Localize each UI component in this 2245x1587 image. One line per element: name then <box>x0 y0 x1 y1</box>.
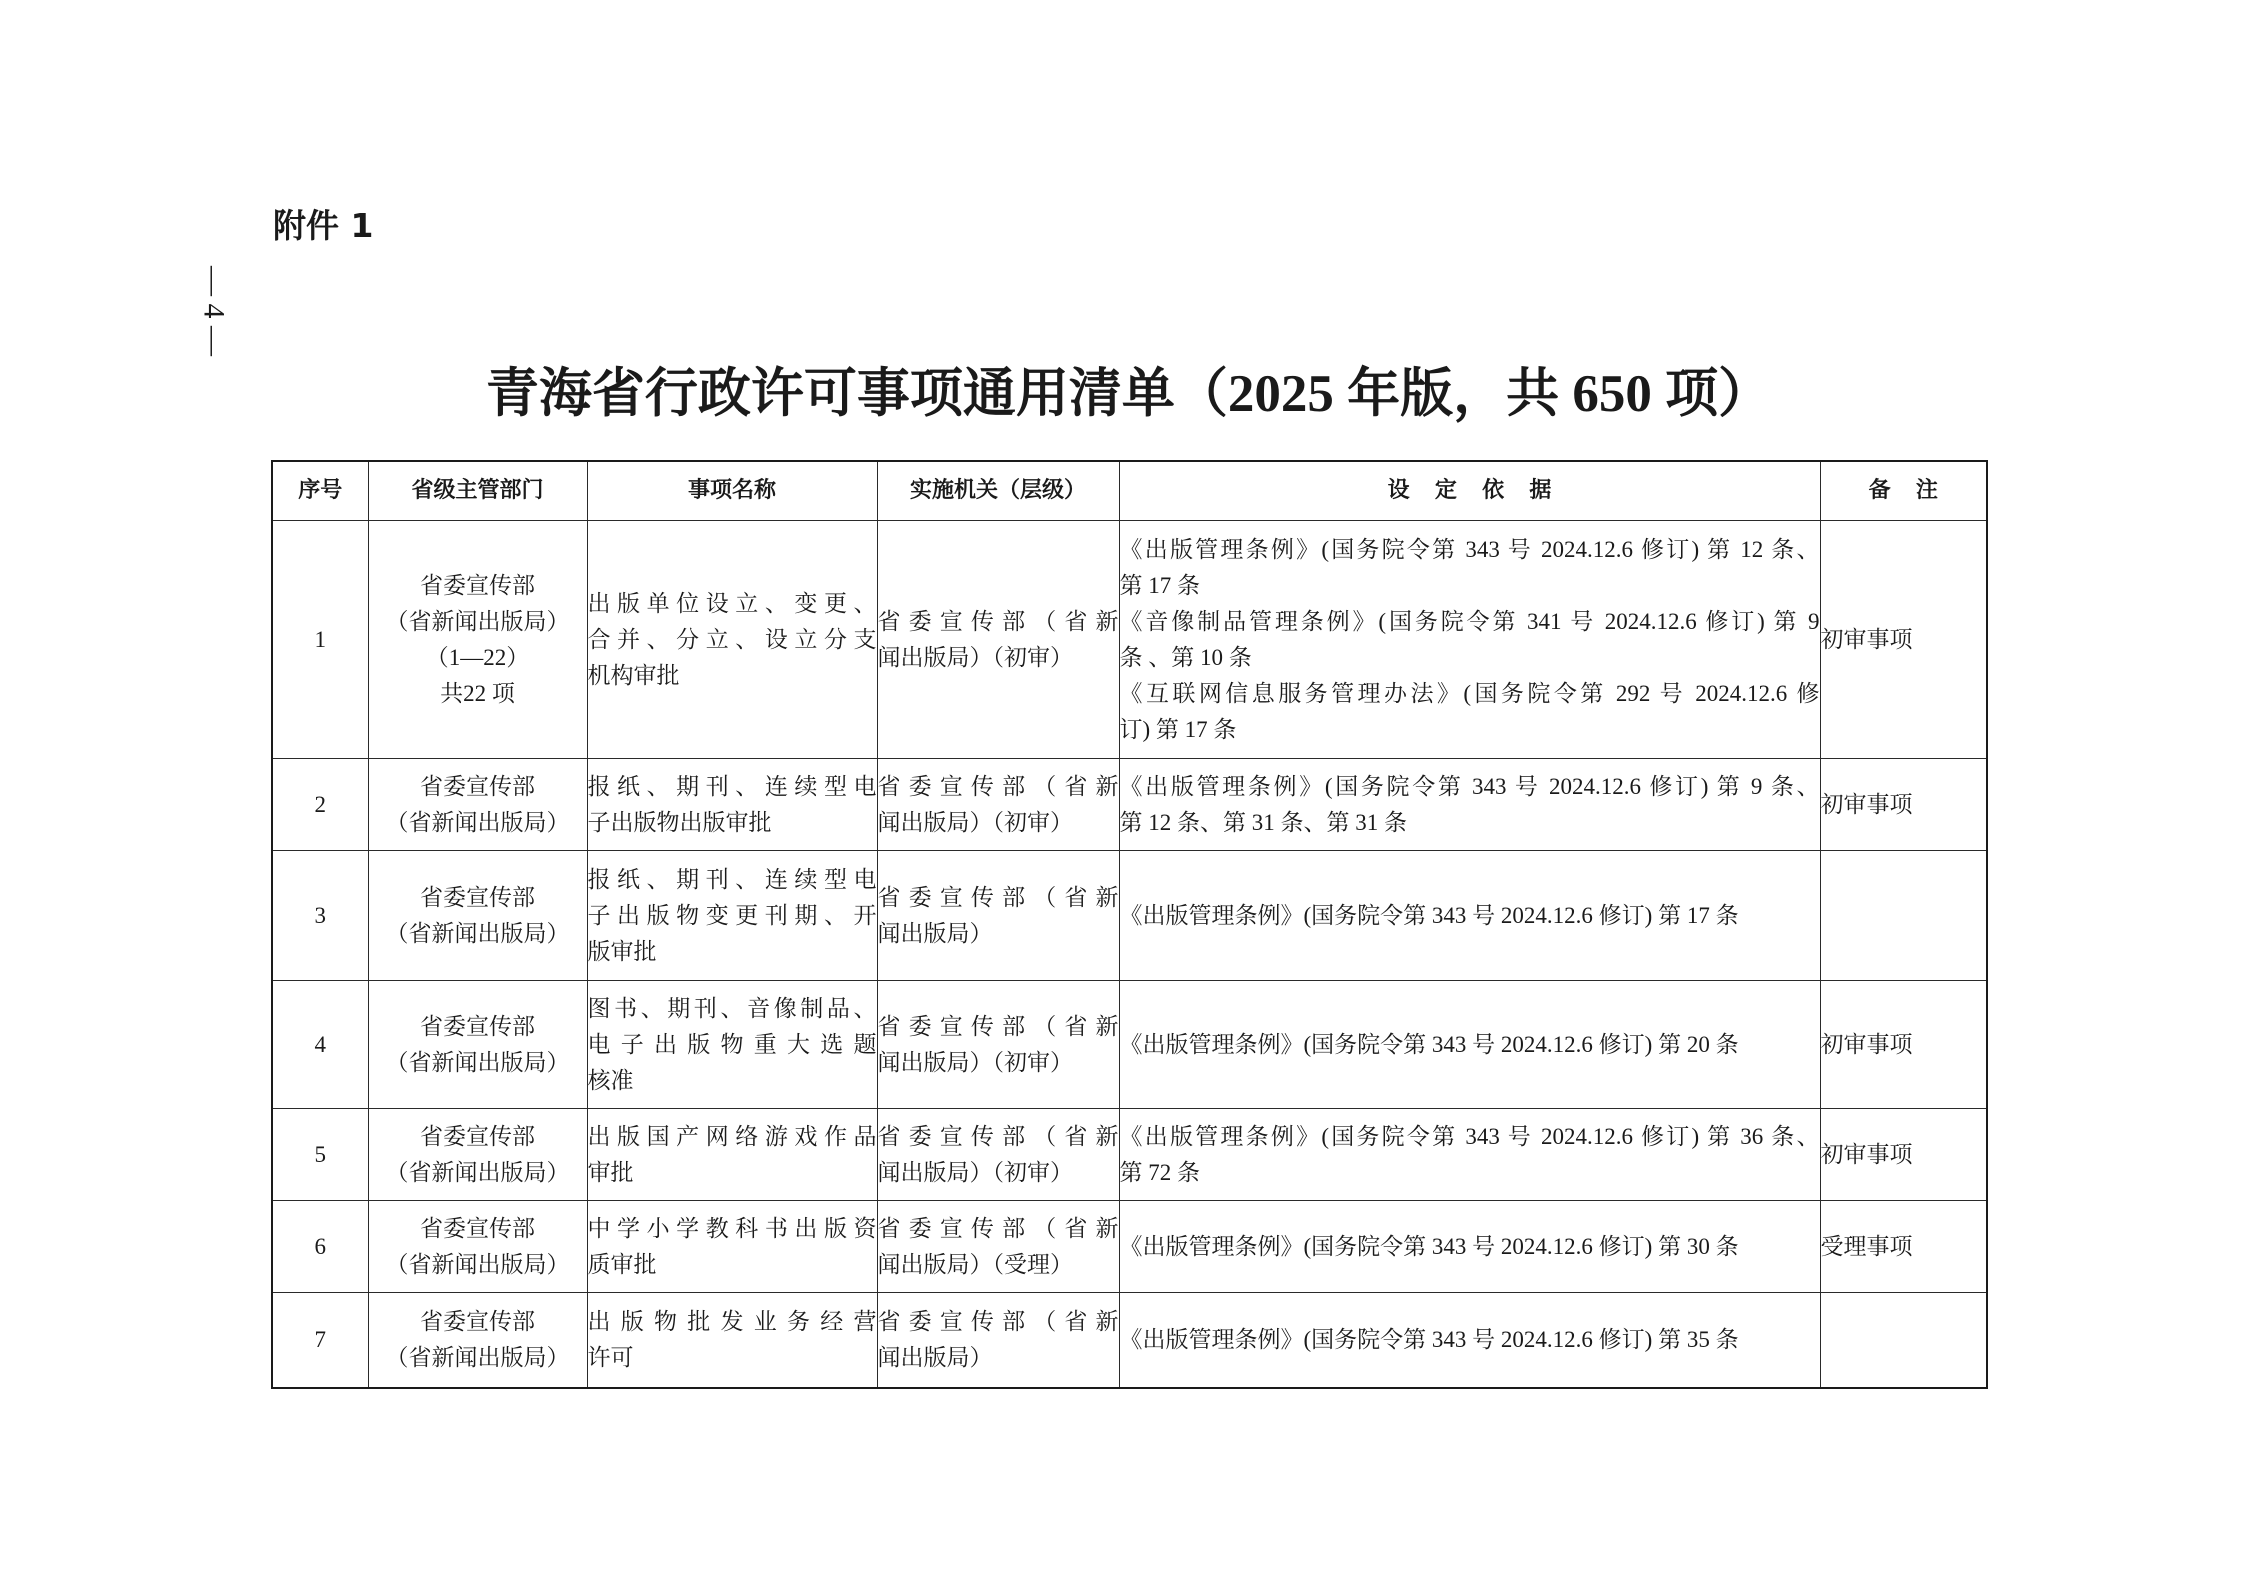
cell-no <box>272 1293 368 1388</box>
cell-line: 《出版管理条例》(国务院令第 343 号 2024.12.6 修订) 第 30 条 <box>1119 1233 1739 1259</box>
cell-item <box>587 521 877 759</box>
cell-line: 审批 <box>587 1159 634 1185</box>
cell-line: 图书、期刊、音像制品、 <box>587 995 877 1021</box>
cell-line: 初审事项 <box>1820 626 1913 652</box>
cell-no <box>272 981 368 1109</box>
cell-item <box>587 1201 877 1293</box>
cell-line: 初审事项 <box>1820 1141 1913 1167</box>
cell-line: 《出版管理条例》(国务院令第 343 号 2024.12.6 修订) 第 20 条 <box>1119 1031 1739 1057</box>
cell-line: （省新闻出版局） <box>385 809 570 835</box>
cell-line: 闻出版局） <box>877 1344 993 1370</box>
cell-line: 初审事项 <box>1820 791 1913 817</box>
cell-line: 出版单位设立、变更、 <box>587 590 877 616</box>
cell-line: 第 72 条 <box>1119 1159 1200 1185</box>
cell-line: 第 17 条 <box>1119 572 1200 598</box>
cell-item <box>587 1293 877 1388</box>
document-title: 青海省行政许可事项通用清单（2025 年版，共 650 项） <box>485 365 1772 423</box>
cell-line: （省新闻出版局） <box>385 608 570 634</box>
cell-line: 出版国产网络游戏作品 <box>587 1123 877 1149</box>
table-row <box>272 1201 1987 1293</box>
table-row <box>272 521 1987 759</box>
header-note: 备 注 <box>1820 461 1987 521</box>
cell-line: 订) 第 17 条 <box>1119 716 1237 742</box>
permit-list-table <box>271 460 1988 1389</box>
cell-item <box>587 759 877 851</box>
cell-basis <box>1119 1293 1820 1388</box>
header-row <box>272 461 1987 521</box>
cell-basis <box>1119 1201 1820 1293</box>
cell-line: 《出版管理条例》(国务院令第 343 号 2024.12.6 修订) 第 17 条 <box>1119 902 1739 928</box>
cell-no <box>272 851 368 981</box>
cell-note <box>1820 1109 1987 1201</box>
cell-basis <box>1119 851 1820 981</box>
cell-line: 省委宣传部 <box>420 1215 535 1241</box>
cell-line: 版审批 <box>587 938 657 964</box>
table-row <box>272 759 1987 851</box>
cell-line: 7 <box>314 1326 326 1352</box>
cell-line: 5 <box>314 1141 326 1167</box>
cell-item <box>587 851 877 981</box>
table-row <box>272 1109 1987 1201</box>
table-row <box>272 1293 1987 1388</box>
cell-authority <box>877 981 1119 1109</box>
page-number: — 4 — <box>197 266 231 356</box>
cell-line: 报纸、期刊、连续型电 <box>587 866 877 892</box>
cell-line: 省委宣传部（省新 <box>877 1123 1119 1149</box>
cell-authority <box>877 521 1119 759</box>
cell-line: 第 12 条、第 31 条、第 31 条 <box>1119 809 1407 835</box>
cell-line: 1 <box>314 626 326 652</box>
header-no: 序号 <box>272 461 368 521</box>
table-header <box>272 461 1987 521</box>
cell-line: 《音像制品管理条例》(国务院令第 341 号 2024.12.6 修订) 第 9 <box>1119 608 1820 634</box>
cell-line: 《出版管理条例》(国务院令第 343 号 2024.12.6 修订) 第 36 条、 <box>1119 1123 1820 1149</box>
cell-line: 省委宣传部（省新 <box>877 884 1119 910</box>
cell-line: 省委宣传部（省新 <box>877 1215 1119 1241</box>
cell-dept <box>368 521 587 759</box>
cell-authority <box>877 759 1119 851</box>
cell-dept <box>368 1109 587 1201</box>
cell-line: 电子出版物重大选题 <box>587 1031 877 1057</box>
cell-line: 出版物批发业务经营 <box>587 1308 877 1334</box>
cell-no <box>272 1201 368 1293</box>
cell-line: 省委宣传部（省新 <box>877 608 1119 634</box>
cell-line: 闻出版局）（受理） <box>877 1251 1073 1277</box>
cell-note <box>1820 981 1987 1109</box>
cell-line: 省委宣传部 <box>420 1013 535 1039</box>
cell-line: 合并、分立、设立分支 <box>587 626 877 652</box>
cell-basis <box>1119 1109 1820 1201</box>
cell-line: 受理事项 <box>1820 1233 1913 1259</box>
cell-note <box>1820 1293 1987 1388</box>
cell-authority <box>877 1109 1119 1201</box>
cell-line: 《互联网信息服务管理办法》(国务院令第 292 号 2024.12.6 修 <box>1119 680 1820 706</box>
header-item-name: 事项名称 <box>587 461 877 521</box>
cell-line: （省新闻出版局） <box>385 1251 570 1277</box>
cell-line: （省新闻出版局） <box>385 1344 570 1370</box>
table-row <box>272 981 1987 1109</box>
cell-line: 闻出版局） <box>877 920 993 946</box>
cell-line: 省委宣传部（省新 <box>877 773 1119 799</box>
cell-line: 中学小学教科书出版资 <box>587 1215 877 1241</box>
cell-authority <box>877 851 1119 981</box>
cell-line: （省新闻出版局） <box>385 1049 570 1075</box>
cell-line: 子出版物变更刊期、开 <box>587 902 877 928</box>
cell-basis <box>1119 981 1820 1109</box>
cell-authority <box>877 1201 1119 1293</box>
cell-line: 闻出版局）（初审） <box>877 1159 1073 1185</box>
cell-line: 省委宣传部 <box>420 773 535 799</box>
cell-no <box>272 759 368 851</box>
cell-line: 省委宣传部 <box>420 572 535 598</box>
cell-line: （省新闻出版局） <box>385 920 570 946</box>
cell-line: 《出版管理条例》(国务院令第 343 号 2024.12.6 修订) 第 35 条 <box>1119 1326 1739 1352</box>
cell-line: 《出版管理条例》(国务院令第 343 号 2024.12.6 修订) 第 9 条、 <box>1119 773 1820 799</box>
cell-basis <box>1119 521 1820 759</box>
cell-line: 报纸、期刊、连续型电 <box>587 773 877 799</box>
cell-line: 省委宣传部 <box>420 1123 535 1149</box>
cell-line: 质审批 <box>587 1251 657 1277</box>
cell-line: 共22 项 <box>440 680 515 706</box>
cell-line: 许可 <box>587 1344 634 1370</box>
cell-line: 6 <box>314 1233 326 1259</box>
cell-note <box>1820 851 1987 981</box>
cell-line: 省委宣传部 <box>420 1308 535 1334</box>
cell-line: 核准 <box>587 1067 634 1093</box>
cell-dept <box>368 851 587 981</box>
cell-authority <box>877 1293 1119 1388</box>
cell-line: 闻出版局）（初审） <box>877 809 1073 835</box>
table-body <box>272 521 1987 1388</box>
cell-basis <box>1119 759 1820 851</box>
cell-item <box>587 981 877 1109</box>
header-authority: 实施机关（层级） <box>877 461 1119 521</box>
cell-no <box>272 1109 368 1201</box>
attachment-label: 附件 1 <box>273 206 374 245</box>
cell-line: 闻出版局）（初审） <box>877 1049 1073 1075</box>
cell-line: 条 、第 10 条 <box>1119 644 1252 670</box>
header-basis: 设 定 依 据 <box>1119 461 1820 521</box>
cell-line: 闻出版局）（初审） <box>877 644 1073 670</box>
table-row <box>272 851 1987 981</box>
cell-line: 省委宣传部 <box>420 884 535 910</box>
cell-dept <box>368 981 587 1109</box>
cell-line: 初审事项 <box>1820 1031 1913 1057</box>
cell-note <box>1820 521 1987 759</box>
cell-line: 《出版管理条例》(国务院令第 343 号 2024.12.6 修订) 第 12 条、 <box>1119 536 1820 562</box>
cell-note <box>1820 1201 1987 1293</box>
cell-line: 省委宣传部（省新 <box>877 1013 1119 1039</box>
cell-line: 省委宣传部（省新 <box>877 1308 1119 1334</box>
cell-line: 机构审批 <box>587 662 680 688</box>
cell-note <box>1820 759 1987 851</box>
cell-dept <box>368 759 587 851</box>
cell-line: （省新闻出版局） <box>385 1159 570 1185</box>
cell-line: 3 <box>314 902 326 928</box>
cell-line: （1—22） <box>425 644 530 670</box>
cell-no <box>272 521 368 759</box>
cell-dept <box>368 1293 587 1388</box>
cell-line: 4 <box>314 1031 326 1057</box>
header-department: 省级主管部门 <box>368 461 587 521</box>
cell-item <box>587 1109 877 1201</box>
cell-dept <box>368 1201 587 1293</box>
cell-line: 2 <box>314 791 326 817</box>
cell-line: 子出版物出版审批 <box>587 809 772 835</box>
